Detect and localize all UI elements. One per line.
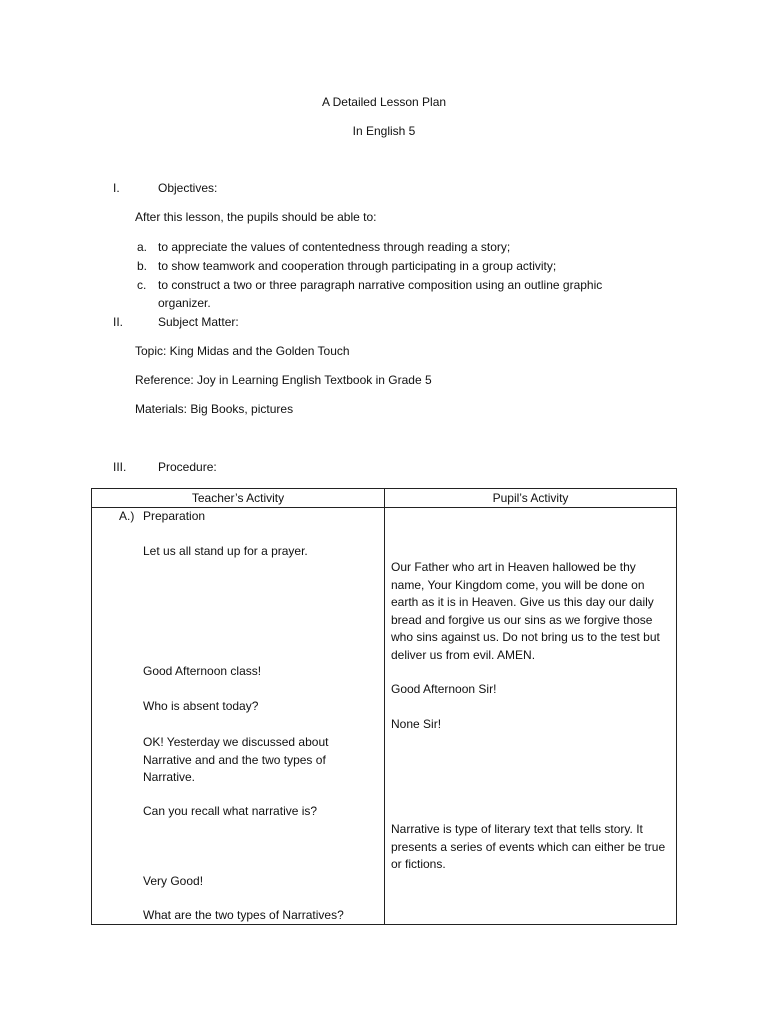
subject-reference: Reference: Joy in Learning English Textbook in Grade 5 — [135, 373, 432, 387]
teacher-line: Can you recall what narrative is? — [143, 804, 318, 818]
pupil-line: Good Afternoon Sir! — [391, 682, 497, 696]
section-title: Preparation — [143, 509, 206, 523]
objective-letter: b. — [137, 259, 148, 273]
table-header-divider — [92, 507, 676, 508]
teacher-line: Very Good! — [143, 874, 204, 888]
teacher-line: What are the two types of Narratives? — [143, 908, 344, 922]
table-header-teacher: Teacher’s Activity — [191, 491, 285, 505]
objective-item: to construct a two or three paragraph narrative composition using an outline graphic — [158, 278, 603, 292]
objectives-intro: After this lesson, the pupils should be able to: — [135, 210, 377, 224]
teacher-line: Good Afternoon class! — [143, 664, 262, 678]
section-heading-objectives: Objectives: — [158, 181, 218, 195]
pupil-line: Narrative is type of literary text that tells story. It presents a series of events which can either be true or fictions. — [391, 822, 666, 871]
objective-letter: c. — [137, 278, 147, 292]
pupil-line: Our Father who art in Heaven hallowed be thy name, Your Kingdom come, you will be done on earth as it is in Heaven. Give us this day our daily bread and forgive us our sins as we forgive those who sins against us. Do not bring us to the test but deliver us from evil. AMEN. — [391, 560, 660, 662]
pupil-line: None Sir! — [391, 717, 442, 731]
table-header-pupil: Pupil’s Activity — [492, 491, 569, 505]
document-subtitle: In English 5 — [352, 124, 416, 138]
objective-item-continuation: organizer. — [158, 296, 211, 310]
teacher-line: Who is absent today? — [143, 699, 259, 713]
section-number-procedure: III. — [113, 460, 127, 474]
table-column-divider — [384, 489, 385, 924]
objective-item: to show teamwork and cooperation through participating in a group activity; — [158, 259, 557, 273]
teacher-line: Let us all stand up for a prayer. — [143, 544, 308, 558]
objective-item: to appreciate the values of contentedness through reading a story; — [158, 240, 511, 254]
section-heading-procedure: Procedure: — [158, 460, 217, 474]
subject-materials: Materials: Big Books, pictures — [135, 402, 294, 416]
objective-letter: a. — [137, 240, 148, 254]
section-heading-subject-matter: Subject Matter: — [158, 315, 239, 329]
section-letter: A.) — [119, 509, 135, 523]
document-title: A Detailed Lesson Plan — [321, 95, 447, 109]
section-number-subject-matter: II. — [113, 315, 124, 329]
teacher-line: OK! Yesterday we discussed about Narrative and and the two types of Narrative. — [143, 735, 329, 784]
section-number-objectives: I. — [113, 181, 120, 195]
subject-topic: Topic: King Midas and the Golden Touch — [135, 344, 350, 358]
